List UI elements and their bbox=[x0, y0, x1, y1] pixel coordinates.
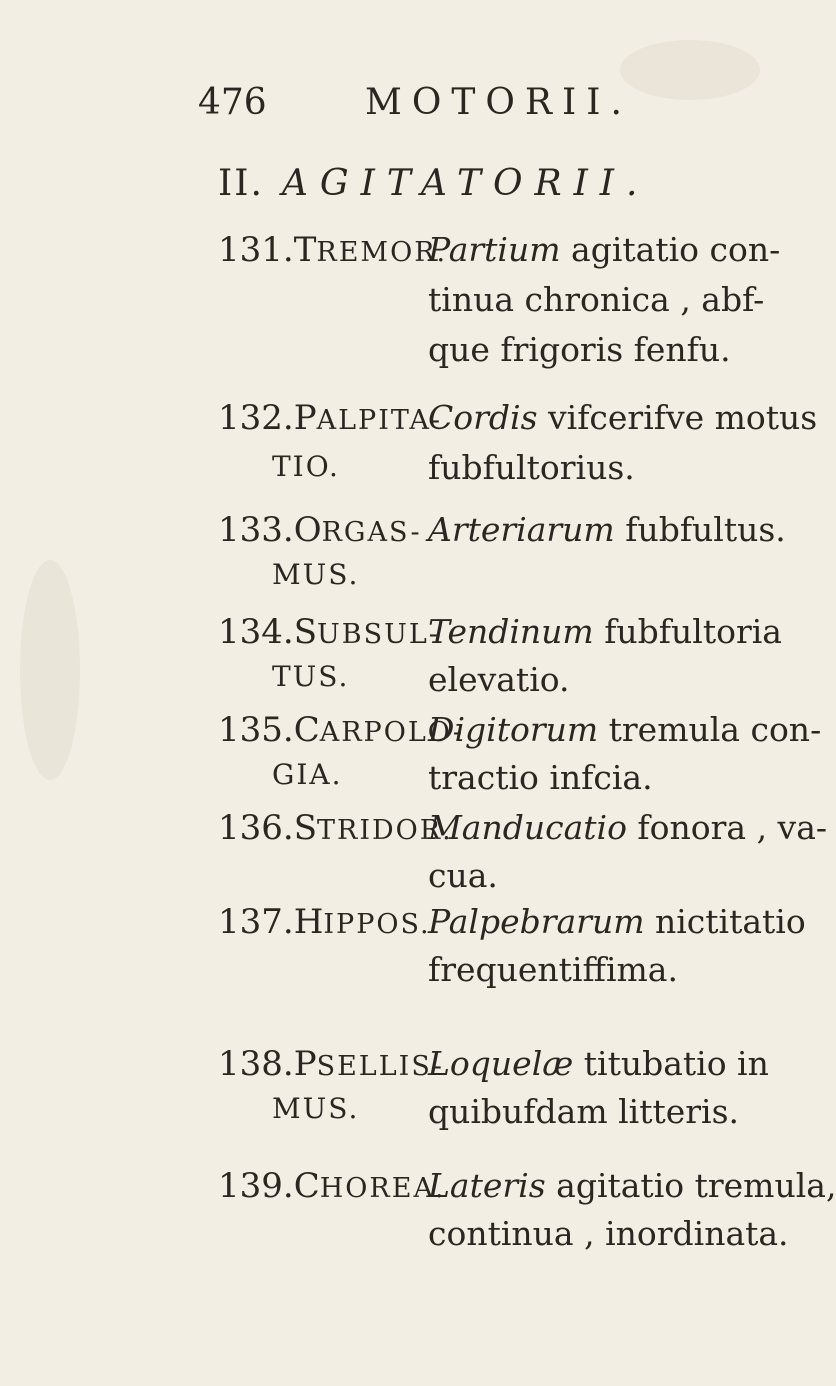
definition-text: nictitatio bbox=[644, 902, 806, 941]
definition-subject: Loquelæ bbox=[428, 1044, 574, 1083]
term-rest: SELLIS- bbox=[316, 1051, 444, 1082]
entry-number: 137. bbox=[218, 902, 294, 942]
definition-line: continua , inordinata. bbox=[428, 1214, 789, 1253]
term-initial: P bbox=[293, 1044, 317, 1084]
definition-text: agitatio con- bbox=[560, 230, 781, 269]
term-initial: C bbox=[293, 1166, 320, 1206]
definition-line: elevatio. bbox=[428, 660, 570, 699]
definition-line: frequentiffima. bbox=[428, 950, 678, 989]
paper-stain bbox=[620, 40, 760, 100]
definition-line bbox=[428, 808, 827, 847]
section-title: AGITATORII. bbox=[281, 163, 650, 204]
running-title: MOTORII. bbox=[365, 82, 632, 123]
paper-stain bbox=[20, 560, 80, 780]
term-rest: HOREA. bbox=[319, 1173, 446, 1204]
definition-line bbox=[428, 1044, 769, 1083]
term-rest: IPPOS. bbox=[323, 909, 431, 940]
definition-text: fubfultoria bbox=[593, 612, 782, 651]
definition-subject: Palpebrarum bbox=[428, 902, 645, 941]
definition-subject: Digitorum bbox=[428, 710, 599, 749]
term-rest: UBSUL- bbox=[317, 619, 440, 650]
definition-text: vifcerifve motus bbox=[537, 398, 818, 437]
term-rest: ARPOLO- bbox=[319, 717, 465, 748]
definition-line: que frigoris fenfu. bbox=[428, 330, 731, 369]
definition-text: titubatio in bbox=[573, 1044, 769, 1083]
definition-line: tinua chronica , abf- bbox=[428, 280, 765, 319]
entry-number: 138. bbox=[218, 1044, 294, 1084]
entry-number: 136. bbox=[218, 808, 294, 848]
term-rest: TRIDOR. bbox=[317, 815, 453, 846]
entry-term bbox=[218, 230, 447, 270]
definition-line bbox=[428, 612, 782, 651]
definition-line bbox=[428, 510, 786, 549]
definition-subject: Manducatio bbox=[428, 808, 627, 847]
entry-term bbox=[218, 808, 453, 848]
term-initial: S bbox=[293, 612, 317, 652]
definition-line bbox=[428, 1166, 836, 1205]
definition-line: cua. bbox=[428, 856, 498, 895]
definition-text: tremula con- bbox=[598, 710, 822, 749]
definition-subject: Lateris bbox=[428, 1166, 546, 1205]
definition-line bbox=[428, 230, 780, 269]
section-heading bbox=[218, 163, 649, 204]
term-initial: P bbox=[293, 398, 317, 438]
definition-text: agitatio tremula, bbox=[545, 1166, 836, 1205]
entry-term-continuation: GIA. bbox=[272, 758, 343, 791]
term-rest: RGAS- bbox=[321, 517, 422, 548]
term-initial: T bbox=[293, 230, 317, 270]
entry-term bbox=[218, 1044, 444, 1084]
definition-line: quibufdam litteris. bbox=[428, 1092, 740, 1131]
definition-line: fubfultorius. bbox=[428, 448, 635, 487]
definition-subject: Arteriarum bbox=[428, 510, 615, 549]
entry-term bbox=[218, 510, 422, 550]
term-rest: REMOR. bbox=[316, 237, 448, 268]
definition-subject: Partium bbox=[428, 230, 561, 269]
term-initial: S bbox=[293, 808, 317, 848]
definition-line bbox=[428, 902, 806, 941]
entry-number: 135. bbox=[218, 710, 294, 750]
entry-number: 131. bbox=[218, 230, 294, 270]
entry-term-continuation: MUS. bbox=[272, 1092, 360, 1125]
term-initial: C bbox=[293, 710, 320, 750]
entry-number: 132. bbox=[218, 398, 294, 438]
entry-term bbox=[218, 612, 440, 652]
definition-subject: Tendinum bbox=[428, 612, 594, 651]
entry-number: 139. bbox=[218, 1166, 294, 1206]
entry-term-continuation: TUS. bbox=[272, 660, 350, 693]
entry-term bbox=[218, 902, 431, 942]
page-number: 476 bbox=[198, 82, 267, 123]
definition-text: fonora , va- bbox=[626, 808, 828, 847]
entry-term-continuation: TIO. bbox=[272, 450, 340, 483]
term-initial: O bbox=[293, 510, 322, 550]
definition-line bbox=[428, 398, 817, 437]
term-initial: H bbox=[293, 902, 324, 942]
entry-term-continuation: MUS. bbox=[272, 558, 360, 591]
entry-term bbox=[218, 398, 442, 438]
definition-subject: Cordis bbox=[428, 398, 538, 437]
term-rest: ALPITA- bbox=[316, 405, 443, 436]
entry-number: 134. bbox=[218, 612, 294, 652]
definition-text: fubfultus. bbox=[614, 510, 786, 549]
entry-number: 133. bbox=[218, 510, 294, 550]
entry-term bbox=[218, 1166, 446, 1206]
section-number: II. bbox=[218, 163, 264, 204]
definition-line: tractio infcia. bbox=[428, 758, 653, 797]
definition-line bbox=[428, 710, 821, 749]
